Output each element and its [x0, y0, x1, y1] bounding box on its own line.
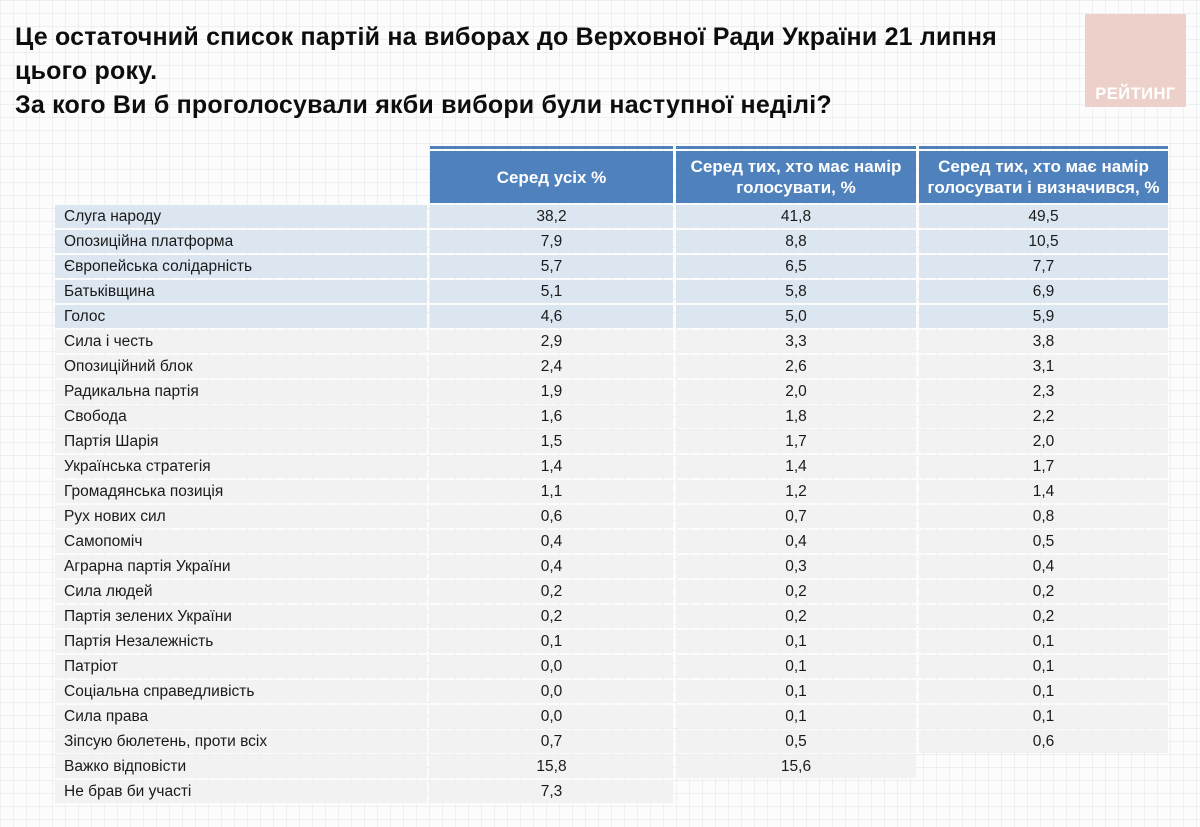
party-name-cell: Свобода — [55, 405, 427, 428]
header-col-all — [430, 146, 673, 203]
table-row — [55, 530, 1168, 553]
party-name-cell: Опозиційна платформа — [55, 230, 427, 253]
party-name-cell: Соціальна справедливість — [55, 680, 427, 703]
value-cell: 3,8 — [919, 330, 1168, 353]
value-cell: 2,0 — [919, 430, 1168, 453]
table-row — [55, 630, 1168, 653]
header-col-all-label: Серед усіх % — [430, 151, 673, 203]
value-cell: 0,3 — [676, 555, 916, 578]
value-cell: 3,3 — [676, 330, 916, 353]
value-cell: 0,6 — [430, 505, 673, 528]
value-cell: 0,0 — [430, 680, 673, 703]
value-cell: 0,2 — [676, 580, 916, 603]
table-row — [55, 680, 1168, 703]
value-cell: 2,0 — [676, 380, 916, 403]
value-cell: 0,5 — [676, 730, 916, 753]
table-row — [55, 230, 1168, 253]
value-cell: 2,6 — [676, 355, 916, 378]
table-row — [55, 755, 1168, 778]
value-cell: 5,7 — [430, 255, 673, 278]
empty-cell — [919, 755, 1168, 778]
party-name-cell: Не брав би участі — [55, 780, 427, 803]
value-cell: 0,1 — [919, 705, 1168, 728]
value-cell: 5,9 — [919, 305, 1168, 328]
value-cell: 1,4 — [919, 480, 1168, 503]
table-row — [55, 780, 1168, 803]
value-cell: 1,4 — [430, 455, 673, 478]
party-name-cell: Зіпсую бюлетень, проти всіх — [55, 730, 427, 753]
party-name-cell: Патріот — [55, 655, 427, 678]
poll-results-table — [55, 146, 1168, 805]
value-cell: 0,2 — [430, 605, 673, 628]
party-name-cell: Голос — [55, 305, 427, 328]
value-cell: 5,8 — [676, 280, 916, 303]
value-cell: 0,1 — [919, 655, 1168, 678]
table-row — [55, 555, 1168, 578]
value-cell: 1,7 — [919, 455, 1168, 478]
value-cell: 1,2 — [676, 480, 916, 503]
table-row — [55, 655, 1168, 678]
value-cell: 4,6 — [430, 305, 673, 328]
table-body — [55, 205, 1168, 803]
rating-group-logo — [1085, 14, 1186, 107]
value-cell: 2,9 — [430, 330, 673, 353]
header-col-decided-label: Серед тих, хто має намір голосувати і визначився, % — [919, 151, 1168, 203]
empty-cell — [919, 780, 1168, 803]
header-col-intend — [676, 146, 916, 203]
header-top-border — [430, 146, 673, 149]
party-name-cell: Європейська солідарність — [55, 255, 427, 278]
party-name-cell: Аграрна партія України — [55, 555, 427, 578]
value-cell: 7,3 — [430, 780, 673, 803]
table-row — [55, 605, 1168, 628]
value-cell: 1,4 — [676, 455, 916, 478]
value-cell: 0,7 — [676, 505, 916, 528]
value-cell: 1,6 — [430, 405, 673, 428]
table-row — [55, 505, 1168, 528]
rating-group-logo-text: РЕЙТИНГ — [1095, 85, 1176, 103]
question-title-line2: За кого Ви б проголосували якби вибори були наступної неділі? — [15, 91, 832, 119]
table-row — [55, 330, 1168, 353]
value-cell: 1,8 — [676, 405, 916, 428]
value-cell: 0,6 — [919, 730, 1168, 753]
party-name-cell: Партія Незалежність — [55, 630, 427, 653]
value-cell: 0,1 — [919, 680, 1168, 703]
party-name-cell: Сила і честь — [55, 330, 427, 353]
value-cell: 0,2 — [430, 580, 673, 603]
party-name-cell: Слуга народу — [55, 205, 427, 228]
value-cell: 10,5 — [919, 230, 1168, 253]
value-cell: 2,4 — [430, 355, 673, 378]
value-cell: 0,5 — [919, 530, 1168, 553]
header-top-border — [919, 146, 1168, 149]
value-cell: 15,8 — [430, 755, 673, 778]
value-cell: 7,9 — [430, 230, 673, 253]
header-col-decided — [919, 146, 1168, 203]
party-name-cell: Українська стратегія — [55, 455, 427, 478]
table-row — [55, 305, 1168, 328]
header-col-intend-label: Серед тих, хто має намір голосувати, % — [676, 151, 916, 203]
table-row — [55, 405, 1168, 428]
table-row — [55, 205, 1168, 228]
value-cell: 0,1 — [676, 630, 916, 653]
value-cell: 15,6 — [676, 755, 916, 778]
value-cell: 5,1 — [430, 280, 673, 303]
value-cell: 7,7 — [919, 255, 1168, 278]
value-cell: 5,0 — [676, 305, 916, 328]
party-name-cell: Партія зелених України — [55, 605, 427, 628]
party-name-cell: Сила права — [55, 705, 427, 728]
value-cell: 2,3 — [919, 380, 1168, 403]
party-name-cell: Сила людей — [55, 580, 427, 603]
party-name-cell: Громадянська позиція — [55, 480, 427, 503]
value-cell: 8,8 — [676, 230, 916, 253]
party-name-cell: Радикальна партія — [55, 380, 427, 403]
value-cell: 0,4 — [676, 530, 916, 553]
table-row — [55, 705, 1168, 728]
value-cell: 0,0 — [430, 705, 673, 728]
value-cell: 0,0 — [430, 655, 673, 678]
value-cell: 1,1 — [430, 480, 673, 503]
value-cell: 41,8 — [676, 205, 916, 228]
table-row — [55, 455, 1168, 478]
question-title — [15, 20, 1065, 122]
value-cell: 6,5 — [676, 255, 916, 278]
party-name-cell: Самопоміч — [55, 530, 427, 553]
value-cell: 0,4 — [430, 555, 673, 578]
party-name-cell: Партія Шарія — [55, 430, 427, 453]
table-row — [55, 580, 1168, 603]
value-cell: 38,2 — [430, 205, 673, 228]
value-cell: 1,9 — [430, 380, 673, 403]
value-cell: 1,5 — [430, 430, 673, 453]
party-name-cell: Рух нових сил — [55, 505, 427, 528]
value-cell: 0,4 — [919, 555, 1168, 578]
question-title-line1: Це остаточний список партій на виборах до Верховної Ради України 21 липня цього року. — [15, 23, 997, 85]
table-row — [55, 355, 1168, 378]
value-cell: 0,1 — [919, 630, 1168, 653]
value-cell: 1,7 — [676, 430, 916, 453]
value-cell: 0,1 — [430, 630, 673, 653]
value-cell: 0,2 — [919, 580, 1168, 603]
value-cell: 0,8 — [919, 505, 1168, 528]
table-row — [55, 255, 1168, 278]
party-name-cell: Опозиційний блок — [55, 355, 427, 378]
header-spacer-cell — [55, 146, 427, 203]
value-cell: 0,1 — [676, 655, 916, 678]
value-cell: 49,5 — [919, 205, 1168, 228]
table-row — [55, 430, 1168, 453]
table-header-row — [55, 146, 1168, 203]
party-name-cell: Важко відповісти — [55, 755, 427, 778]
value-cell: 0,4 — [430, 530, 673, 553]
table-row — [55, 380, 1168, 403]
value-cell: 0,7 — [430, 730, 673, 753]
value-cell: 2,2 — [919, 405, 1168, 428]
header-top-border — [676, 146, 916, 149]
table-row — [55, 280, 1168, 303]
value-cell: 0,1 — [676, 705, 916, 728]
value-cell: 0,1 — [676, 680, 916, 703]
value-cell: 3,1 — [919, 355, 1168, 378]
party-name-cell: Батьківщина — [55, 280, 427, 303]
value-cell: 0,2 — [919, 605, 1168, 628]
empty-cell — [676, 780, 916, 803]
table-row — [55, 480, 1168, 503]
value-cell: 6,9 — [919, 280, 1168, 303]
value-cell: 0,2 — [676, 605, 916, 628]
table-row — [55, 730, 1168, 753]
